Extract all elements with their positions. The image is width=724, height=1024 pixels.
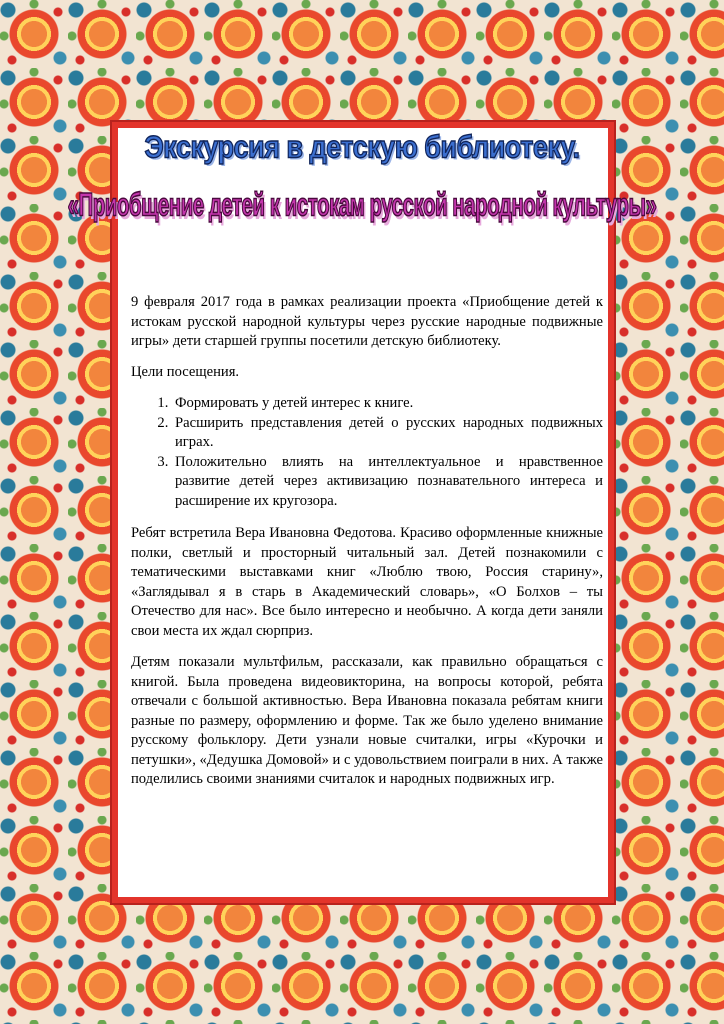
page-subtitle: «Приобщение детей к истокам русской народной культуры» — [67, 186, 657, 224]
paragraph-activities: Детям показали мультфильм, рассказали, как правильно обращаться с книгой. Была проведена видеовикторина, на вопросы которой, ребята отвечали с большой активностью. Вера Ивановна показала ребятам книги разные по размеру, оформлению и форме. Так же было уделено внимание русскому фольклору. Дети узнали новые считалки, игры «Курочки и петушки», «Дедушка Домовой» и с удовольствием поиграли в них. А также поделились своими знаниями считалок и народных подвижных игр. — [131, 654, 603, 787]
paragraph-meeting: Ребят встретила Вера Ивановна Федотова. Красиво оформленные книжные полки, светлый и просторный читальный зал. Детей познакомили с тематическими выставками книг «Люблю твою, Россия старину», «Заглядывал я в старь в Академический словарь», «О Болхов – ты Отечество для нас». Все было интересно и необычно. А когда дети заняли свои места их ждал сюрприз. — [131, 525, 603, 639]
goal-item: 1. Формировать у детей интерес к книге. — [172, 394, 603, 414]
goal-item: 3. Положительно влиять на интеллектуальное и нравственное развитие детей через активизацию познавательного интереса и расширение их кругозора. — [172, 453, 603, 512]
goal-item: 2. Расширить представления детей о русских народных подвижных играх. — [172, 414, 603, 453]
page-title: Экскурсия в детскую библиотеку. — [144, 129, 580, 165]
intro-paragraph: 9 февраля 2017 года в рамках реализации проекта «Приобщение детей к истокам русской народной культуры через русские народные подвижные игры» дети старшей группы посетили детскую библиотеку. — [131, 294, 603, 349]
goals-list — [131, 394, 603, 511]
goals-heading: Цели посещения. — [131, 363, 240, 380]
article-body — [131, 293, 603, 802]
